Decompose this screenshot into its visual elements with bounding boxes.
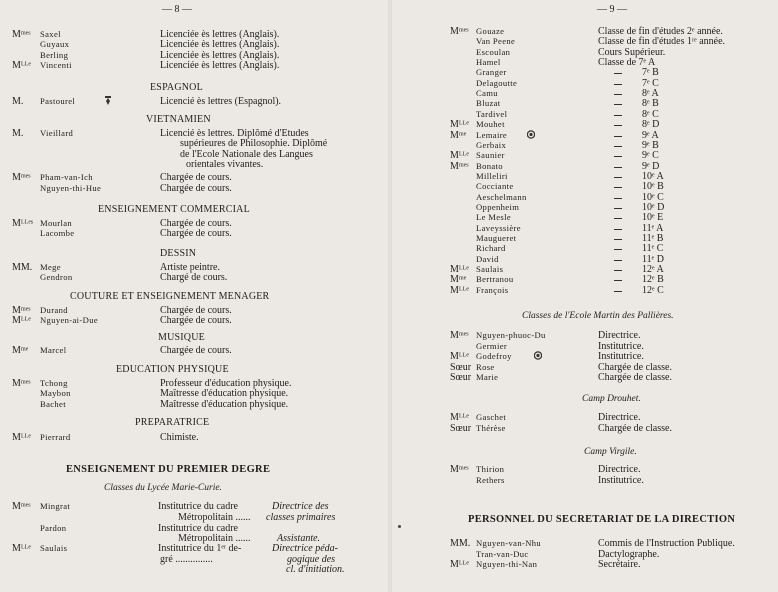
staff-role: Licenciée ès lettres (Anglais). — [160, 49, 280, 61]
staff-role: 12ᵉ A — [642, 264, 664, 276]
staff-name: Rose — [476, 361, 495, 372]
staff-row — [0, 172, 388, 183]
staff-name: Nguyen-phuoc-Du — [476, 330, 546, 340]
title-abbrev: Mᵐᵉˢ — [450, 330, 469, 341]
right-page — [392, 0, 778, 592]
staff-role: Licencié ès lettres. Diplômé d'Etudes — [160, 128, 309, 139]
staff-name: Vincenti — [40, 60, 72, 71]
staff-row — [392, 412, 778, 423]
staff-name: Bertranou — [476, 274, 514, 285]
staff-row — [392, 362, 778, 373]
staff-row — [0, 512, 388, 523]
staff-row — [392, 330, 778, 341]
ditto-dash — [614, 198, 622, 199]
scan-speck — [398, 525, 401, 528]
staff-row — [392, 161, 778, 172]
title-abbrev: Mᴸᴸᵉ — [12, 432, 31, 443]
staff-row — [392, 274, 778, 285]
title-abbrev: Mᵐᵉˢ — [12, 378, 31, 389]
staff-row — [392, 464, 778, 475]
staff-row — [392, 202, 778, 213]
staff-name: Maybon — [40, 388, 71, 399]
staff-name: Oppenheim — [476, 201, 520, 212]
staff-name: Cocciante — [476, 181, 514, 192]
staff-name: Aeschelmann — [476, 191, 527, 202]
staff-row — [392, 423, 778, 434]
staff-role: 9ᵉ D — [642, 160, 660, 172]
staff-role: 8ᵉ B — [642, 98, 659, 110]
staff-row — [392, 150, 778, 161]
title-abbrev: Mᴸᴸᵉ — [450, 559, 469, 571]
ditto-dash — [614, 208, 622, 209]
staff-role: 9ᵉ C — [642, 150, 659, 162]
staff-name: Gerbaix — [476, 139, 507, 150]
staff-row — [392, 243, 778, 254]
staff-role: 11ᵉ A — [642, 222, 664, 234]
staff-role: Institutrice. — [598, 474, 644, 486]
role-note: Assistante. — [277, 533, 321, 544]
staff-role: Licenciée ès lettres (Anglais). — [160, 39, 280, 51]
title-abbrev: Mᵐᵉ — [450, 129, 467, 141]
staff-role: Licenciée ès lettres (Anglais). — [160, 29, 280, 40]
staff-row — [0, 378, 388, 389]
staff-role: Chargée de cours. — [160, 345, 232, 356]
role-note: gogique des — [287, 554, 336, 565]
staff-row — [392, 212, 778, 223]
staff-name: Tchong — [40, 378, 68, 388]
staff-name: Guyaux — [40, 39, 70, 50]
title-abbrev: Mᵐᵉ — [12, 345, 29, 356]
staff-role: Chargée de cours. — [160, 228, 232, 240]
staff-name: François — [476, 284, 509, 295]
staff-name: Mourlan — [40, 218, 73, 228]
ditto-dash — [614, 218, 622, 219]
staff-role: Chargée de cours. — [160, 218, 232, 229]
staff-name: Escoulan — [476, 46, 511, 57]
staff-row — [0, 345, 388, 356]
title-abbrev: Sœur — [450, 361, 472, 373]
staff-role: 7ᵉ B — [642, 67, 659, 79]
staff-name: Gaschet — [476, 412, 507, 422]
title-abbrev: Mᴸᴸᵉ — [12, 60, 31, 72]
staff-name: Tardivel — [476, 108, 508, 119]
staff-role: Professeur d'éducation physique. — [160, 378, 292, 389]
staff-row — [392, 341, 778, 352]
staff-name: Lemaire — [476, 129, 508, 140]
staff-role: 10ᵉ B — [642, 181, 664, 193]
section-heading: PREPARATRICE — [135, 417, 210, 428]
staff-name: Marcel — [40, 345, 67, 355]
staff-role: Dactylographe. — [598, 548, 660, 560]
staff-role: Métropolitain ...... — [178, 533, 251, 544]
staff-name: Bluzat — [476, 98, 501, 109]
section-heading: VIETNAMIEN — [146, 114, 211, 125]
staff-role: 10ᵉ C — [642, 191, 664, 203]
staff-name: Pham-van-Ich — [40, 172, 93, 183]
staff-row — [0, 183, 388, 194]
title-abbrev: M. — [12, 96, 24, 107]
ditto-dash — [614, 280, 622, 281]
staff-name: Nguyen-thi-Hue — [40, 182, 102, 193]
staff-row — [0, 228, 388, 239]
staff-row — [392, 109, 778, 120]
section-heading: EDUCATION PHYSIQUE — [116, 364, 229, 375]
staff-row — [0, 159, 388, 170]
staff-row — [0, 432, 388, 443]
staff-role: Chargée de cours. — [160, 182, 232, 194]
ditto-dash — [614, 260, 622, 261]
staff-row — [392, 78, 778, 89]
staff-role: 11ᵉ D — [642, 253, 664, 265]
staff-role: Chargée de cours. — [160, 305, 232, 316]
title-abbrev: Mᵐᵉˢ — [12, 501, 31, 512]
staff-role: 7ᵉ C — [642, 77, 659, 89]
title-abbrev: Sœur — [450, 422, 472, 434]
ditto-dash — [614, 156, 622, 157]
staff-row — [0, 543, 388, 554]
staff-role: Cours Supérieur. — [598, 46, 666, 58]
staff-role: 8ᵉ C — [642, 108, 659, 120]
staff-row — [392, 559, 778, 570]
staff-name: Nguyen-ai-Due — [40, 315, 99, 326]
staff-row — [0, 501, 388, 512]
title-abbrev: Mᵐᵉˢ — [12, 29, 31, 40]
staff-name: Germier — [476, 340, 508, 351]
staff-name: Saunier — [476, 150, 505, 161]
staff-row — [392, 57, 778, 68]
staff-name: Thérèse — [476, 422, 506, 433]
ditto-dash — [614, 146, 622, 147]
staff-role: 10ᵉ A — [642, 170, 664, 182]
staff-row — [0, 305, 388, 316]
badge-icon — [527, 130, 535, 139]
staff-row — [0, 149, 388, 160]
title-abbrev: Mᴸᴸᵉ — [12, 315, 31, 327]
ditto-dash — [614, 291, 622, 292]
staff-name: Vieillard — [40, 128, 74, 138]
ditto-dash — [614, 229, 622, 230]
section-heading: Camp Virgile. — [584, 447, 637, 457]
staff-row — [392, 98, 778, 109]
staff-name: Rethers — [476, 474, 505, 485]
section-heading: MUSIQUE — [158, 332, 205, 343]
staff-row — [0, 29, 388, 40]
icon-holder — [101, 96, 112, 107]
staff-row — [0, 50, 388, 61]
ditto-dash — [614, 104, 622, 105]
staff-row — [392, 26, 778, 37]
icon-holder — [531, 351, 542, 362]
staff-name: Richard — [476, 243, 506, 254]
title-abbrev: Mᴸᴸᵉ — [450, 284, 469, 296]
staff-role: Classe de fin d'études 2ᵉ année. — [598, 26, 723, 37]
title-abbrev: Mᵐᵉˢ — [450, 26, 469, 37]
staff-role: gré ............... — [160, 554, 213, 565]
staff-role: Commis de l'Instruction Publique. — [598, 538, 735, 549]
staff-role: Classe de 7ᵉ A — [598, 57, 656, 69]
ditto-dash — [614, 73, 622, 74]
title-abbrev: Mᵐᵉˢ — [12, 305, 31, 316]
title-abbrev: MM. — [450, 538, 471, 549]
staff-row — [0, 262, 388, 273]
staff-name: Nguyen-thi-Nan — [476, 559, 538, 570]
title-abbrev: Mᵐᵉˢ — [450, 464, 469, 475]
role-note: Directrice péda- — [272, 543, 338, 554]
title-abbrev: Sœur — [450, 372, 472, 384]
staff-role: Institutrice. — [598, 340, 644, 352]
staff-role: Classe de fin d'études 1ʳᵉ année. — [598, 36, 726, 48]
page-number: — 8 — — [162, 4, 192, 15]
staff-role: Chargée de classe. — [598, 361, 672, 373]
staff-role: Chargée de classe. — [598, 372, 672, 384]
staff-row — [392, 130, 778, 141]
secretariat-heading: PERSONNEL DU SECRETARIAT DE LA DIRECTION — [468, 514, 736, 525]
staff-row — [0, 315, 388, 326]
staff-name: Gouaze — [476, 26, 505, 36]
staff-role: 9ᵉ B — [642, 139, 659, 151]
staff-role: Chimiste. — [160, 432, 199, 443]
staff-row — [392, 254, 778, 265]
title-abbrev: MM. — [12, 262, 33, 273]
staff-role: Licenciée ès lettres (Anglais). — [160, 60, 280, 72]
staff-row — [0, 138, 388, 149]
icon-holder — [524, 130, 535, 141]
staff-name: David — [476, 253, 499, 264]
staff-name: Bonato — [476, 160, 503, 171]
section-heading: Camp Drouhet. — [582, 394, 641, 404]
staff-name: Maugueret — [476, 233, 517, 243]
staff-name: Durand — [40, 305, 68, 315]
staff-name: Tran-van-Duc — [476, 548, 529, 559]
staff-role: 12ᵉ B — [642, 274, 664, 286]
role-note: cl. d'initiation. — [286, 564, 345, 575]
staff-row — [392, 549, 778, 560]
staff-name: Nguyen-van-Nhu — [476, 538, 542, 548]
left-page — [0, 0, 388, 592]
staff-name: Hamel — [476, 57, 501, 68]
staff-row — [392, 285, 778, 296]
staff-name: Van Peene — [476, 36, 516, 47]
staff-role: Maîtresse d'éducation physique. — [160, 398, 289, 410]
staff-role: 11ᵉ B — [642, 233, 664, 244]
staff-role: orientales vivantes. — [186, 159, 264, 171]
staff-role: 12ᵉ C — [642, 284, 664, 296]
badge-icon — [534, 351, 542, 360]
staff-row — [0, 388, 388, 399]
staff-row — [392, 264, 778, 275]
staff-row — [0, 60, 388, 71]
role-note: classes primaires — [266, 512, 336, 523]
staff-row — [392, 36, 778, 47]
title-abbrev: Mᵐᵉˢ — [450, 160, 469, 172]
ditto-dash — [614, 84, 622, 85]
staff-row — [0, 218, 388, 229]
staff-name: Saulais — [40, 543, 68, 553]
section-heading: ENSEIGNEMENT COMMERCIAL — [98, 204, 250, 215]
staff-name: Milleliri — [476, 170, 508, 181]
staff-role: Secrétaire. — [598, 559, 641, 571]
ditto-dash — [614, 270, 622, 271]
staff-role: Institutrice du cadre — [158, 501, 238, 512]
staff-name: Godefroy — [476, 351, 512, 362]
staff-role: Artiste peintre. — [160, 262, 220, 273]
staff-name: Camu — [476, 88, 498, 99]
title-abbrev: Mᵐᵉ — [450, 274, 467, 286]
medal-icon — [104, 96, 112, 105]
staff-role: 10ᵉ D — [642, 201, 665, 213]
ditto-dash — [614, 239, 622, 240]
staff-row — [392, 475, 778, 486]
staff-role: Institutrice du cadre — [158, 523, 238, 534]
staff-row — [392, 372, 778, 383]
staff-role: Chargée de classe. — [598, 422, 672, 434]
staff-name: Marie — [476, 372, 499, 383]
staff-row — [0, 128, 388, 139]
staff-row — [0, 564, 388, 575]
staff-row — [0, 272, 388, 283]
title-abbrev: Mᴸᴸᵉ — [450, 264, 469, 276]
staff-row — [392, 538, 778, 549]
staff-role: 11ᵉ C — [642, 243, 664, 255]
ditto-dash — [614, 125, 622, 126]
staff-role: 10ᵉ E — [642, 212, 664, 224]
staff-role: Chargée de cours. — [160, 315, 232, 327]
staff-name: Berling — [40, 49, 69, 60]
ditto-dash — [614, 187, 622, 188]
staff-role: Directrice. — [598, 412, 641, 423]
section-heading: DESSIN — [160, 248, 197, 259]
staff-role: Métropolitain ...... — [178, 512, 251, 523]
ditto-dash — [614, 136, 622, 137]
staff-row — [392, 47, 778, 58]
staff-name: Gendron — [40, 272, 73, 283]
staff-name: Laveyssière — [476, 222, 521, 233]
staff-name: Granger — [476, 67, 507, 78]
staff-row — [0, 399, 388, 410]
staff-row — [392, 67, 778, 78]
staff-row — [392, 88, 778, 99]
role-note: Directrice des — [272, 501, 329, 512]
title-abbrev: Mᴸᴸᵉ — [450, 150, 469, 162]
degree-heading: ENSEIGNEMENT DU PREMIER DEGRE — [66, 464, 271, 475]
staff-row — [392, 181, 778, 192]
staff-role: 8ᵉ D — [642, 119, 660, 131]
title-abbrev: Mᴸᴸᵉ — [12, 543, 31, 554]
title-abbrev: Mᵐᵉˢ — [12, 172, 31, 184]
staff-row — [392, 140, 778, 151]
staff-name: Lacombe — [40, 228, 75, 239]
staff-name: Thirion — [476, 464, 505, 474]
staff-row — [392, 192, 778, 203]
ditto-dash — [614, 167, 622, 168]
staff-role: 9ᵉ A — [642, 129, 659, 141]
staff-name: Saulais — [476, 264, 504, 275]
staff-row — [392, 233, 778, 244]
page-number: — 9 — — [597, 4, 627, 15]
staff-name: Pardon — [40, 523, 67, 533]
staff-role: Institutrice. — [598, 351, 644, 363]
title-abbrev: M. — [12, 128, 24, 139]
staff-role: supérieures de Philosophie. Diplômé — [180, 138, 328, 150]
staff-row — [0, 96, 388, 107]
title-abbrev: Mᴸᴸᵉ — [450, 351, 469, 363]
staff-role: Chargée de cours. — [160, 172, 232, 184]
staff-row — [392, 119, 778, 130]
section-heading: Classes de l'Ecole Martin des Pallières. — [522, 311, 674, 321]
ditto-dash — [614, 94, 622, 95]
staff-name: Mege — [40, 262, 61, 272]
staff-role: de l'Ecole Nationale des Langues — [180, 148, 313, 160]
staff-role: Institutrice du 1ᵉʳ de- — [158, 543, 242, 554]
staff-row — [0, 39, 388, 50]
title-abbrev: Mᴸᴸᵉˢ — [12, 218, 34, 229]
title-abbrev: Mᴸᴸᵉ — [450, 412, 469, 423]
staff-role: Chargé de cours. — [160, 272, 228, 284]
staff-role: Licencié ès lettres (Espagnol). — [160, 96, 282, 107]
ditto-dash — [614, 115, 622, 116]
staff-name: Mouhet — [476, 119, 505, 130]
staff-row — [392, 223, 778, 234]
title-abbrev: Mᴸᴸᵉ — [450, 119, 469, 131]
staff-name: Pastourel — [40, 96, 76, 106]
staff-name: Mingrat — [40, 501, 71, 511]
staff-role: Maîtresse d'éducation physique. — [160, 388, 289, 400]
section-heading: COUTURE ET ENSEIGNEMENT MENAGER — [70, 291, 270, 302]
section-heading: ESPAGNOL — [150, 82, 203, 93]
staff-role: 8ᵉ A — [642, 88, 659, 100]
degree-subheading: Classes du Lycée Marie-Curie. — [104, 483, 222, 493]
staff-name: Saxel — [40, 29, 61, 39]
staff-name: Pierrard — [40, 432, 71, 442]
ditto-dash — [614, 249, 622, 250]
staff-row — [392, 351, 778, 362]
staff-row — [392, 171, 778, 182]
ditto-dash — [614, 177, 622, 178]
staff-name: Bachet — [40, 398, 66, 409]
staff-role: Directrice. — [598, 330, 641, 341]
staff-name: Delagoutte — [476, 77, 518, 88]
staff-name: Le Mesle — [476, 212, 512, 223]
staff-role: Directrice. — [598, 464, 641, 475]
